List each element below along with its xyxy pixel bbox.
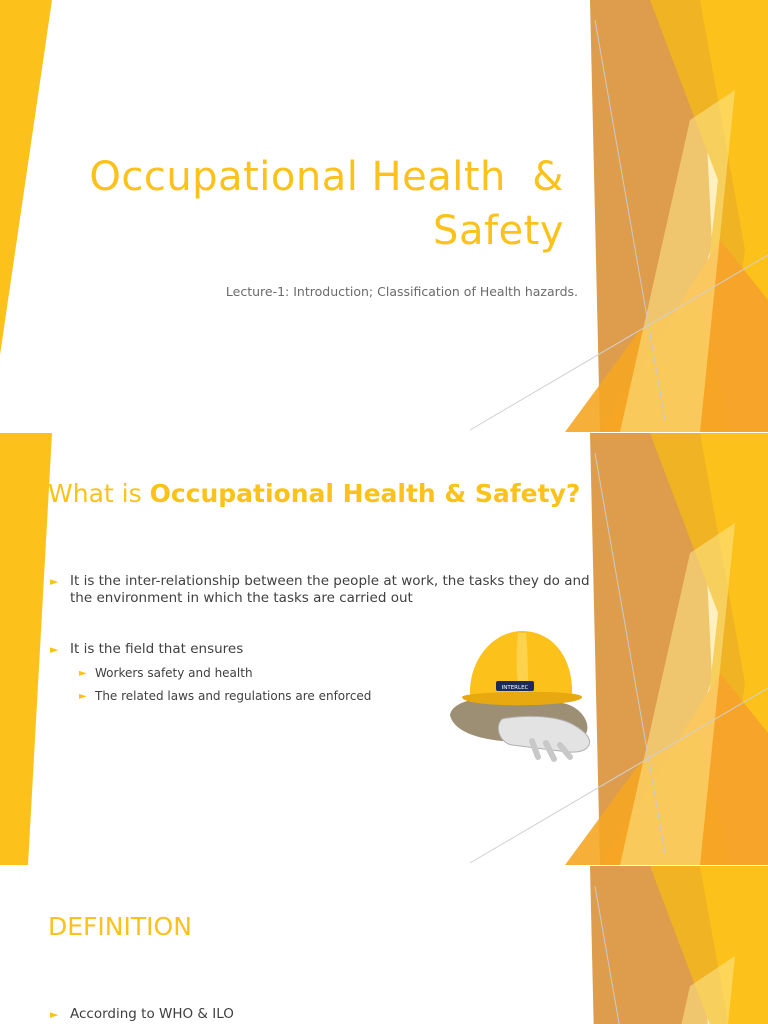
slide-heading (48, 479, 580, 508)
sub-bullet-item (79, 666, 415, 681)
triangle-right-icon: ► (79, 691, 87, 702)
helmet-label: INTERLEC (501, 685, 529, 691)
bullet-text: It is the field that ensures (70, 641, 244, 657)
slide-title (89, 150, 564, 258)
title-line-1: Occupational Health & (89, 154, 564, 200)
sub-bullet-item (79, 689, 415, 704)
triangle-right-icon: ► (50, 643, 59, 656)
hard-hat-image (442, 623, 602, 763)
slide-heading: DEFINITION (48, 912, 192, 941)
sub-bullet-text: The related laws and regulations are enforced (95, 689, 372, 703)
title-line-2: Safety (433, 208, 564, 254)
title-slide (0, 0, 768, 432)
decorative-shapes (0, 866, 768, 1024)
heading-prefix: What is (48, 479, 150, 508)
heading-emphasis: Occupational Health & Safety? (149, 479, 581, 508)
bullet-text: According to WHO & ILO (70, 1006, 234, 1022)
bullet-item (50, 641, 390, 658)
definition-slide (0, 866, 768, 1024)
slide-subtitle: Lecture-1: Introduction; Classification of Health hazards. (225, 284, 578, 299)
triangle-right-icon: ► (50, 575, 59, 588)
sub-bullet-text: Workers safety and health (95, 666, 253, 680)
content-slide (0, 433, 768, 865)
bullet-text: It is the inter-relationship between the people at work, the tasks they do and the environment in which the tasks are carried out (70, 573, 590, 606)
bullet-item (50, 573, 590, 607)
bullet-item (50, 1006, 390, 1023)
triangle-right-icon: ► (50, 1008, 59, 1021)
triangle-right-icon: ► (79, 668, 87, 679)
